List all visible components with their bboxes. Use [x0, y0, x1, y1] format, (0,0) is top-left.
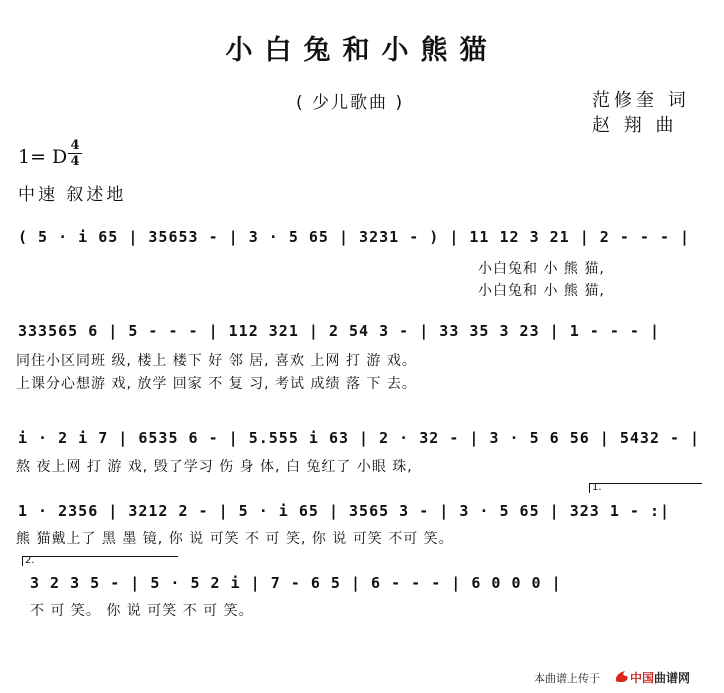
volta-1-bracket [589, 483, 702, 484]
time-signature [68, 139, 82, 168]
volta-2-left-edge [22, 556, 23, 566]
tempo-marking: 中速 叙述地 [18, 185, 127, 205]
score-row-1-lyrics-verse-2: 小白兔和 小 熊 猫, [478, 283, 605, 299]
site-logo-icon [614, 670, 630, 683]
song-subtitle: ( 少儿歌曲 ) [296, 93, 405, 113]
score-row-1-notes: ( 5 · i 65 | 35653 - | 3 · 5 65 | 3231 - ) | 11 12 3 21 | 2 - - - | [18, 228, 691, 246]
song-title: 小白兔和小熊猫 [225, 35, 499, 66]
score-row-1-lyrics-verse-1: 小白兔和 小 熊 猫, [478, 261, 605, 277]
score-row-3-notes: i · 2 i 7 | 6535 6 - | 5.555 i 63 | 2 · 32 - | 3 · 5 6 56 | 5432 - | [18, 429, 701, 447]
score-row-5-notes: 3 2 3 5 - | 5 · 5 2 i | 7 - 6 5 | 6 - - - | 6 0 0 0 | [30, 574, 562, 592]
time-signature-top: 4 [70, 138, 80, 153]
site-logo-text-dark: 曲谱网 [654, 671, 691, 685]
lyricist-credit: 范修奎 词 [592, 90, 690, 111]
score-row-3-lyrics: 熬 夜上网 打 游 戏, 毁了学习 伤 身 体, 白 兔红了 小眼 珠, [16, 459, 413, 475]
site-logo-text [630, 669, 690, 686]
score-row-5-lyrics: 不 可 笑。 你 说 可笑 不 可 笑。 [30, 603, 254, 619]
footer-upload-label: 本曲谱上传于 [534, 672, 600, 685]
score-row-2-notes: 333565 6 | 5 - - - | 112 321 | 2 54 3 - | 33 35 3 23 | 1 - - - | [18, 322, 660, 340]
score-row-2-lyrics-verse-2: 上课分心想游 戏, 放学 回家 不 复 习, 考试 成绩 落 下 去。 [16, 376, 417, 392]
volta-1-label: 1. [592, 482, 602, 493]
score-row-2-lyrics-verse-1: 同住小区同班 级, 楼上 楼下 好 邻 居, 喜欢 上网 打 游 戏。 [16, 353, 417, 369]
key-signature: 1= D [18, 146, 68, 168]
volta-2-label: 2. [25, 555, 35, 566]
volta-2-bracket [22, 556, 178, 557]
score-row-4-notes: 1 · 2356 | 3212 2 - | 5 · i 65 | 3565 3 - | 3 · 5 65 | 323 1 - :| [18, 502, 670, 520]
site-logo-text-red: 中国 [630, 671, 655, 685]
time-signature-bottom: 4 [70, 154, 80, 169]
score-row-4-lyrics: 熊 猫戴上了 黑 墨 镜, 你 说 可笑 不 可 笑, 你 说 可笑 不可 笑。 [16, 531, 454, 547]
composer-credit: 赵 翔 曲 [592, 115, 678, 136]
volta-1-left-edge [589, 483, 590, 493]
